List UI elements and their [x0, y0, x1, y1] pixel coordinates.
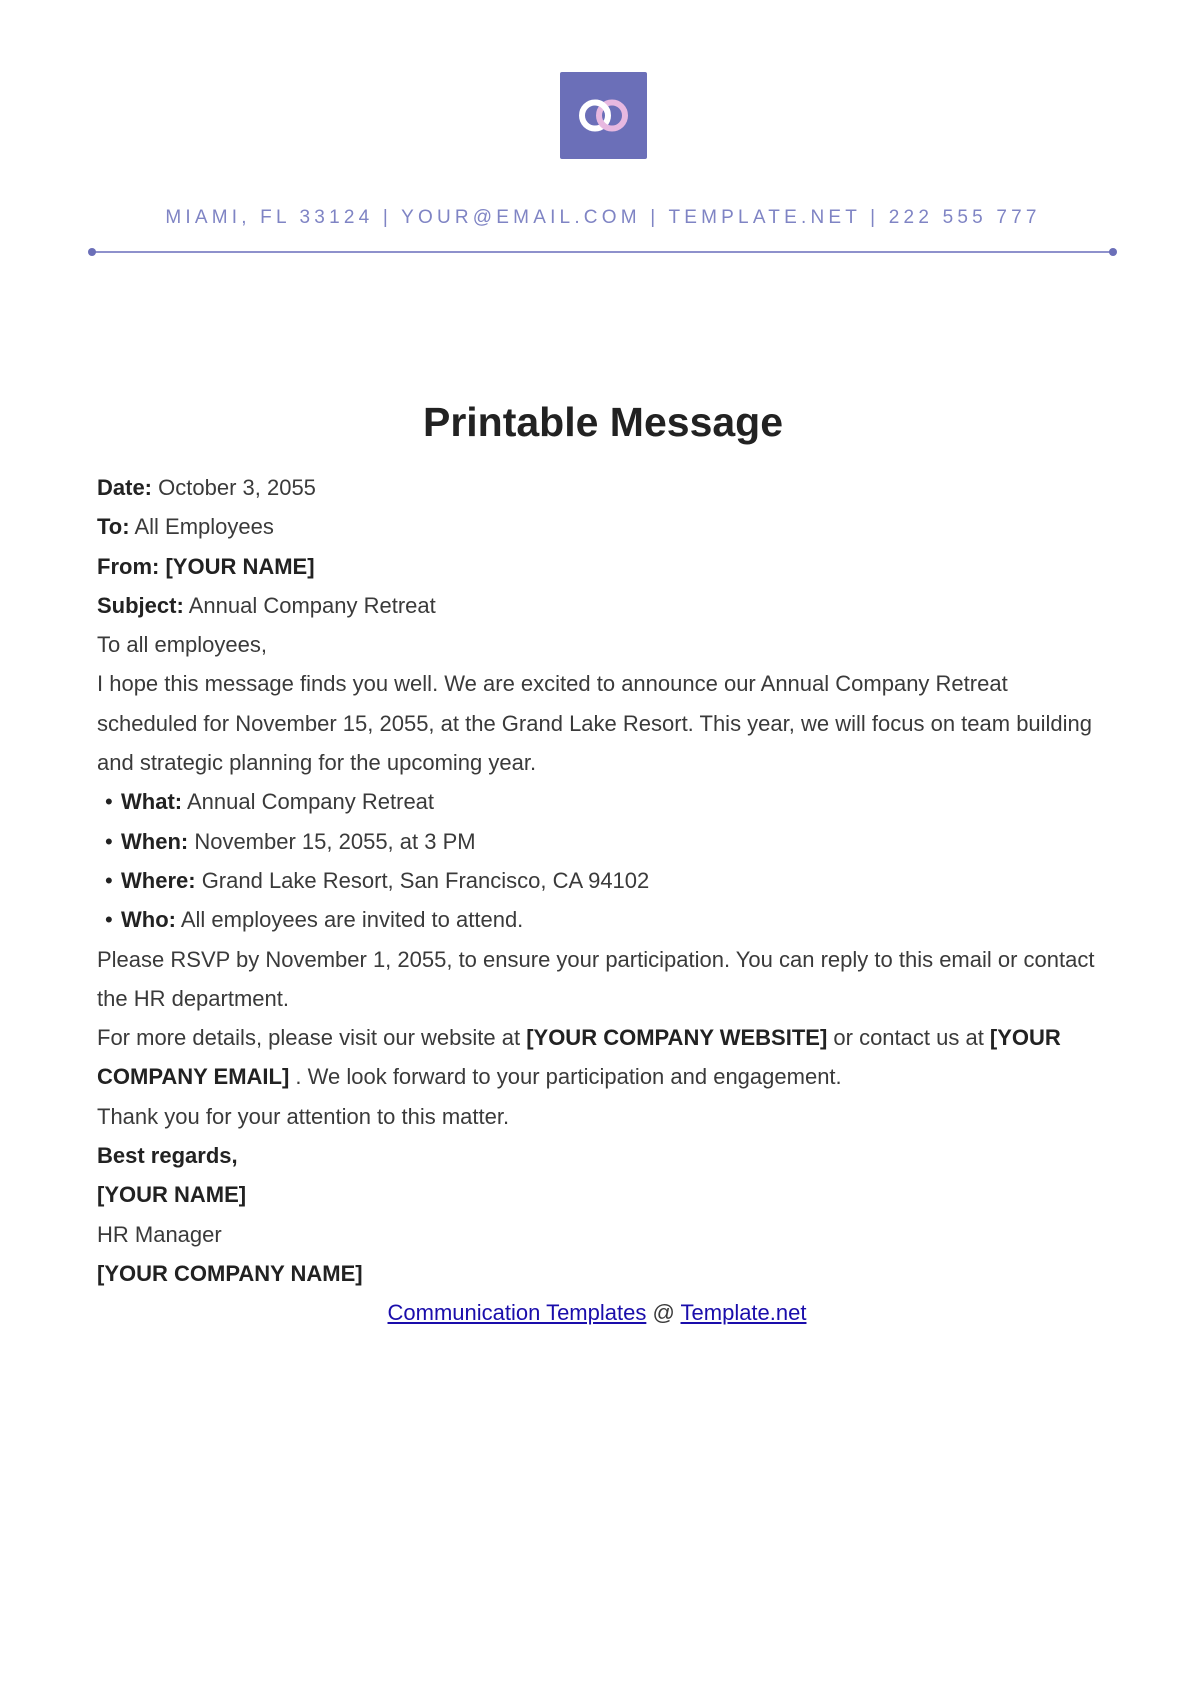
message-body	[97, 468, 1097, 1333]
subject-label: Subject:	[97, 592, 184, 618]
divider-dot-right	[1109, 248, 1117, 256]
detail-when	[97, 822, 1097, 861]
subject-value: Annual Company Retreat	[188, 592, 436, 618]
company-name-line	[97, 1254, 1097, 1293]
from-value: [YOUR NAME]	[165, 553, 315, 579]
intro-paragraph: I hope this message finds you well. We are excited to announce our Annual Company Retreat scheduled for November 15, 2055, at the Grand Lake Resort. This year, we will focus on team building and strategic planning for the upcoming year.	[97, 671, 1093, 776]
closing: Best regards,	[97, 1143, 238, 1169]
interlocking-rings-icon	[560, 72, 647, 159]
subject-line	[97, 586, 1097, 625]
template-net-link[interactable]: Template.net	[680, 1300, 807, 1326]
signer-name: [YOUR NAME]	[97, 1182, 247, 1208]
detail-where	[97, 861, 1097, 900]
details-list	[97, 782, 1097, 939]
date-line	[97, 468, 1097, 507]
footer-separator: @	[646, 1300, 681, 1326]
date-value: October 3, 2055	[158, 475, 316, 500]
detail-who	[97, 900, 1097, 939]
signer-role: HR Manager	[97, 1221, 222, 1247]
closing-line	[97, 1136, 1097, 1175]
signer-name-line	[97, 1175, 1097, 1214]
more-text-2: or contact us at	[827, 1025, 990, 1051]
contact-info: MIAMI, FL 33124 | YOUR@EMAIL.COM | TEMPLATE.NET | 222 555 777	[165, 207, 1041, 228]
more-text-1: For more details, please visit our website at	[97, 1025, 527, 1051]
detail-value: November 15, 2055, at 3 PM	[194, 828, 476, 854]
more-details-paragraph	[97, 1018, 1097, 1097]
footer-credit	[97, 1293, 1097, 1332]
detail-value: Annual Company Retreat	[187, 789, 435, 815]
detail-label: Who:	[121, 907, 176, 933]
company-website-placeholder: [YOUR COMPANY WEBSITE]	[526, 1025, 828, 1051]
divider-dot-left	[88, 248, 96, 256]
to-value: All Employees	[134, 514, 274, 540]
from-label: From:	[97, 553, 160, 579]
rsvp-paragraph: Please RSVP by November 1, 2055, to ensure your participation. You can reply to this email or contact the HR department.	[97, 946, 1095, 1011]
header-divider	[90, 251, 1115, 253]
company-email-placeholder: [YOUR COMPANY EMAIL]	[97, 1025, 1061, 1090]
thanks-line: Thank you for your attention to this matter.	[97, 1103, 510, 1129]
detail-value: Grand Lake Resort, San Francisco, CA 94102	[201, 867, 650, 893]
more-text-3: . We look forward to your participation and engagement.	[289, 1064, 842, 1090]
company-name: [YOUR COMPANY NAME]	[97, 1260, 363, 1286]
to-label: To:	[97, 514, 130, 540]
detail-label: Where:	[121, 867, 196, 893]
to-line	[97, 507, 1097, 546]
greeting: To all employees,	[97, 632, 267, 658]
date-label: Date:	[97, 475, 153, 500]
detail-value: All employees are invited to attend.	[180, 907, 524, 933]
detail-what	[97, 782, 1097, 821]
detail-label: When:	[121, 828, 189, 854]
detail-label: What:	[121, 789, 183, 815]
page-title: Printable Message	[422, 399, 784, 445]
company-logo	[560, 72, 647, 159]
from-line	[97, 547, 1097, 586]
communication-templates-link[interactable]: Communication Templates	[387, 1300, 647, 1326]
